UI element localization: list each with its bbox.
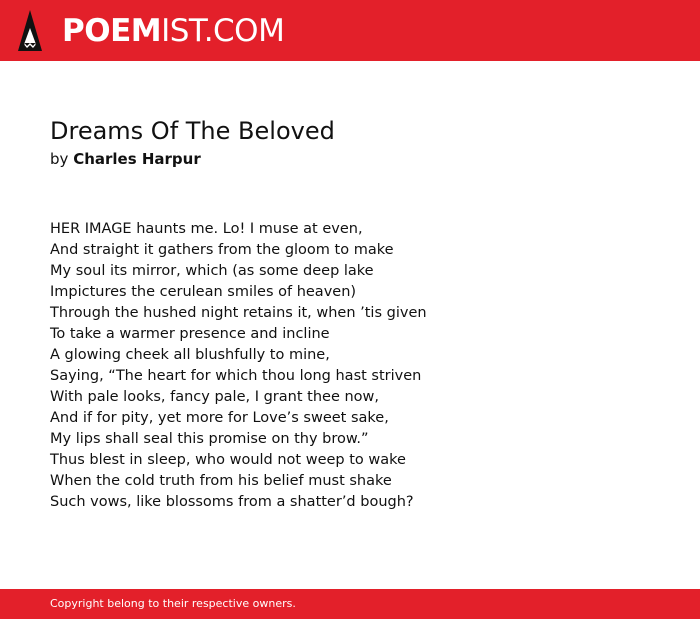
brand-bold-text: POEM <box>62 13 162 49</box>
poem-line: When the cold truth from his belief must shake <box>50 473 392 489</box>
byline <box>50 148 201 170</box>
by-label: by <box>50 150 69 168</box>
poem-line: And straight it gathers from the gloom to make <box>50 242 394 258</box>
poem-line: Such vows, like blossoms from a shatter’d bough? <box>50 494 414 510</box>
brand-light-text: IST.COM <box>161 13 285 49</box>
poem-line: Saying, “The heart for which thou long hast striven <box>50 368 422 384</box>
poem-line: Through the hushed night retains it, when ’tis given <box>50 305 427 321</box>
author-name: Charles Harpur <box>73 150 201 168</box>
poem-line: HER IMAGE haunts me. Lo! I muse at even, <box>50 221 363 237</box>
poem-line: And if for pity, yet more for Love’s sweet sake, <box>50 410 389 426</box>
site-header <box>0 0 700 61</box>
poem-body <box>50 219 427 513</box>
copyright-notice: Copyright belong to their respective owners. <box>50 597 296 610</box>
pencil-tip-icon[interactable] <box>18 10 42 51</box>
poem-line: Thus blest in sleep, who would not weep to wake <box>50 452 406 468</box>
poem-line: Impictures the cerulean smiles of heaven) <box>50 284 357 300</box>
poem-line: To take a warmer presence and incline <box>50 326 330 342</box>
poem-line: A glowing cheek all blushfully to mine, <box>50 347 330 363</box>
poem-line: With pale looks, fancy pale, I grant thee now, <box>50 389 379 405</box>
poem-line: My lips shall seal this promise on thy brow.” <box>50 431 369 447</box>
poem-title: Dreams Of The Beloved <box>50 117 335 145</box>
poem-line: My soul its mirror, which (as some deep lake <box>50 263 374 279</box>
site-logo-text[interactable] <box>62 11 284 51</box>
site-footer <box>0 589 700 619</box>
